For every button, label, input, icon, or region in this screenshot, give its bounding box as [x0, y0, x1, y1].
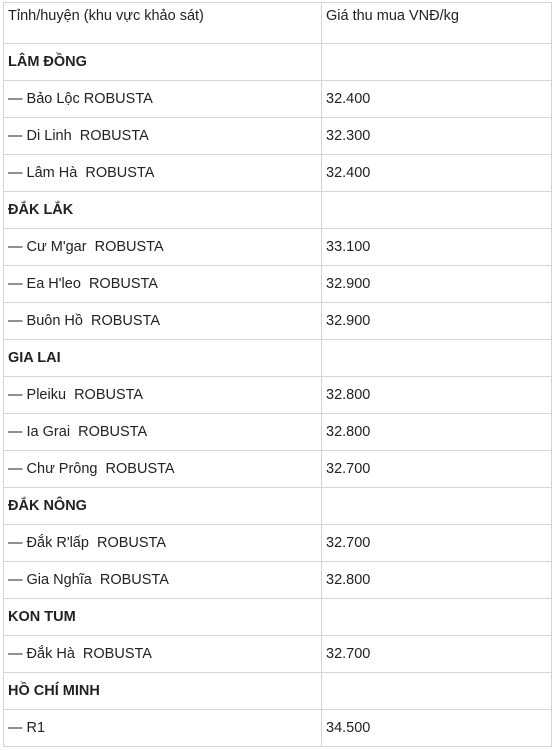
province-name: GIA LAI	[4, 340, 322, 377]
price-cell: 32.900	[322, 266, 552, 303]
price-cell: 32.900	[322, 303, 552, 340]
province-row	[4, 599, 552, 636]
table-row	[4, 229, 552, 266]
district-name: — Chư Prông ROBUSTA	[4, 451, 322, 488]
price-cell: 32.700	[322, 451, 552, 488]
district-name: — Pleiku ROBUSTA	[4, 377, 322, 414]
province-name: LÂM ĐỒNG	[4, 44, 322, 81]
table-row	[4, 377, 552, 414]
province-name: ĐẮK LẮK	[4, 192, 322, 229]
district-name: — Đắk R'lấp ROBUSTA	[4, 525, 322, 562]
price-cell: 32.800	[322, 562, 552, 599]
price-cell: 32.400	[322, 155, 552, 192]
district-name: — Lâm Hà ROBUSTA	[4, 155, 322, 192]
table-row	[4, 636, 552, 673]
province-name: HỒ CHÍ MINH	[4, 673, 322, 710]
price-cell	[322, 192, 552, 229]
province-row	[4, 192, 552, 229]
province-row	[4, 488, 552, 525]
table-row	[4, 81, 552, 118]
table-row	[4, 451, 552, 488]
district-name: — Bảo Lộc ROBUSTA	[4, 81, 322, 118]
price-cell: 32.700	[322, 636, 552, 673]
header-price: Giá thu mua VNĐ/kg	[322, 3, 552, 44]
district-name: — Ia Grai ROBUSTA	[4, 414, 322, 451]
price-cell: 34.500	[322, 710, 552, 747]
header-region: Tỉnh/huyện (khu vực khảo sát)	[4, 3, 322, 44]
province-row	[4, 44, 552, 81]
table-row	[4, 303, 552, 340]
table-row	[4, 562, 552, 599]
table-row	[4, 414, 552, 451]
price-cell: 32.800	[322, 377, 552, 414]
district-name: — Đắk Hà ROBUSTA	[4, 636, 322, 673]
table-row	[4, 710, 552, 747]
price-cell	[322, 673, 552, 710]
table-header-row	[4, 3, 552, 44]
price-cell	[322, 340, 552, 377]
table-row	[4, 155, 552, 192]
district-name: — Cư M'gar ROBUSTA	[4, 229, 322, 266]
price-cell	[322, 488, 552, 525]
price-cell	[322, 599, 552, 636]
province-row	[4, 340, 552, 377]
district-name: — Gia Nghĩa ROBUSTA	[4, 562, 322, 599]
price-cell: 32.700	[322, 525, 552, 562]
price-cell: 32.300	[322, 118, 552, 155]
district-name: — Buôn Hồ ROBUSTA	[4, 303, 322, 340]
district-name: — Di Linh ROBUSTA	[4, 118, 322, 155]
price-cell: 33.100	[322, 229, 552, 266]
table-row	[4, 525, 552, 562]
price-cell	[322, 44, 552, 81]
district-name: — Ea H'leo ROBUSTA	[4, 266, 322, 303]
province-name: ĐẮK NÔNG	[4, 488, 322, 525]
coffee-price-table	[3, 2, 552, 747]
table-row	[4, 118, 552, 155]
table-row	[4, 266, 552, 303]
province-row	[4, 673, 552, 710]
district-name: — R1	[4, 710, 322, 747]
price-cell: 32.800	[322, 414, 552, 451]
province-name: KON TUM	[4, 599, 322, 636]
price-cell: 32.400	[322, 81, 552, 118]
